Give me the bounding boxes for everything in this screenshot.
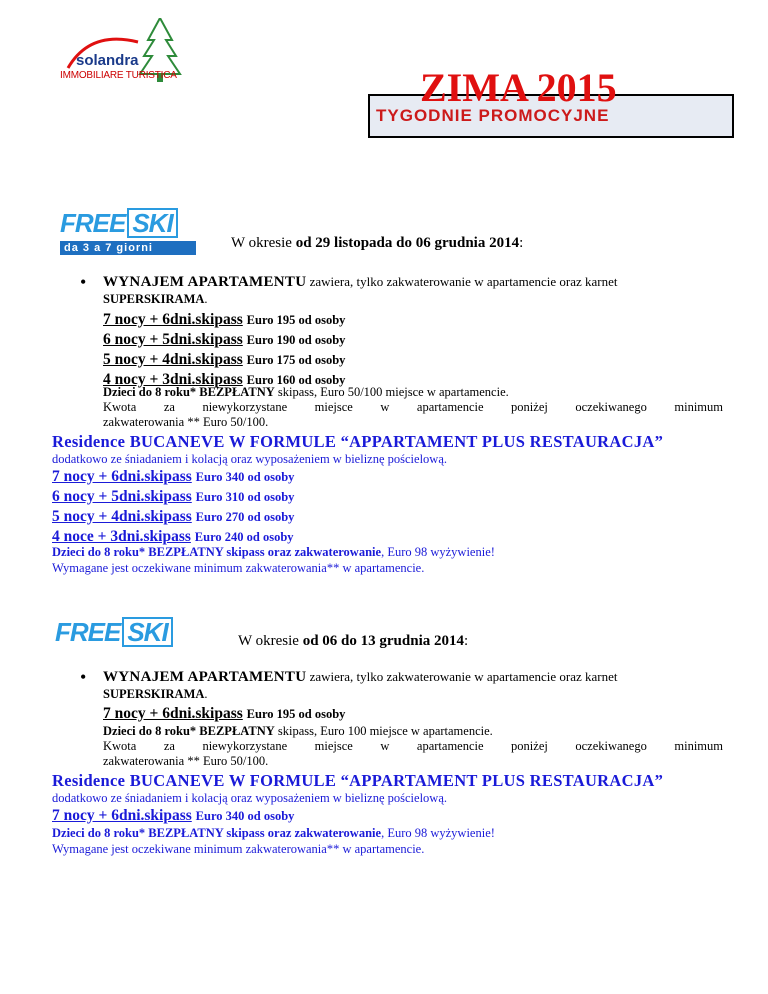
residence-title: Residence BUCANEVE W FORMULE “APPARTAMENT PLUS RESTAURACJA”	[52, 771, 664, 790]
kids-bold: Dzieci do 8 roku* BEZPŁATNY skipass oraz zakwaterowanie	[52, 545, 382, 559]
freeski-strip: da 3 a 7 giorni	[60, 241, 196, 255]
apart-note-2: zakwaterowania ** Euro 50/100.	[103, 754, 269, 768]
apart-kids	[103, 724, 493, 739]
freeski-ski: SKI	[127, 208, 177, 238]
price-value: Euro 195 od osoby	[246, 707, 346, 721]
residence-price-list	[52, 806, 294, 826]
period-dot: .	[204, 292, 208, 306]
kids-rest: skipass, Euro 50/100 miejsce w apartamencie.	[274, 385, 509, 399]
price-value: Euro 175 od osoby	[246, 353, 346, 367]
freeski-logo	[55, 617, 195, 647]
residence-desc: dodatkowo ze śniadaniem i kolacją oraz wyposażeniem w bieliznę pościelową.	[52, 791, 447, 805]
period-dates: od 29 listopada do 06 grudnia 2014	[295, 235, 520, 251]
apart-desc: zawiera, tylko zakwaterowanie w apartamencie oraz karnet	[306, 274, 618, 289]
price-label: 7 nocy + 6dni.skipass	[52, 807, 192, 824]
freeski-free: FREE	[60, 208, 126, 238]
logo-subtitle: IMMOBILIARE TURISTICA	[60, 70, 177, 81]
apart-desc: zawiera, tylko zakwaterowanie w apartamencie oraz karnet	[306, 669, 618, 684]
superskirama: SUPERSKIRAMA	[103, 292, 205, 306]
period-suffix: :	[464, 633, 469, 649]
period-suffix: :	[519, 235, 524, 251]
residence-kids	[52, 826, 495, 841]
price-row	[103, 704, 345, 724]
bullet-icon: •	[80, 272, 87, 292]
price-row	[52, 467, 294, 487]
price-label: 6 nocy + 5dni.skipass	[103, 331, 243, 348]
apart-title: WYNAJEM APARTAMENTU	[103, 274, 307, 290]
apart-heading	[103, 274, 617, 291]
residence-kids	[52, 545, 495, 560]
period-prefix: W okresie	[231, 235, 296, 251]
apart-note-1: Kwota za niewykorzystane miejsce w apartamencie poniżej oczekiwanego minimum	[103, 739, 723, 753]
residence-price-list	[52, 467, 294, 547]
freeski-logo	[60, 208, 196, 255]
kids-rest: , Euro 98 wyżywienie!	[381, 545, 495, 559]
freeski-ski: SKI	[122, 617, 172, 647]
price-label: 7 nocy + 6dni.skipass	[103, 705, 243, 722]
kids-bold: Dzieci do 8 roku* BEZPŁATNY skipass oraz zakwaterowanie	[52, 826, 382, 840]
price-label: 7 nocy + 6dni.skipass	[103, 311, 243, 328]
bullet-icon: •	[80, 667, 87, 687]
apart-price-list	[103, 704, 345, 724]
apart-kids	[103, 385, 509, 400]
price-row	[103, 350, 345, 370]
price-value: Euro 240 od osoby	[194, 530, 294, 544]
price-label: 5 nocy + 4dni.skipass	[52, 508, 192, 525]
kids-bold: Dzieci do 8 roku* BEZPŁATNY	[103, 724, 275, 738]
price-value: Euro 160 od osoby	[246, 373, 346, 387]
residence-note: Wymagane jest oczekiwane minimum zakwaterowania** w apartamencie.	[52, 842, 425, 856]
period-dot: .	[204, 687, 208, 701]
price-row	[103, 330, 345, 350]
price-label: 4 noce + 3dni.skipass	[52, 528, 191, 545]
price-row	[52, 527, 294, 547]
logo-brand: solandra	[76, 52, 139, 69]
apart-title: WYNAJEM APARTAMENTU	[103, 669, 307, 685]
price-row	[52, 507, 294, 527]
price-label: 4 nocy + 3dni.skipass	[103, 371, 243, 388]
price-value: Euro 270 od osoby	[195, 510, 295, 524]
price-row	[52, 487, 294, 507]
price-label: 7 nocy + 6dni.skipass	[52, 468, 192, 485]
apart-desc-2	[103, 687, 208, 702]
kids-rest: , Euro 98 wyżywienie!	[381, 826, 495, 840]
price-row	[103, 310, 345, 330]
period-2	[238, 633, 468, 650]
period-prefix: W okresie	[238, 633, 303, 649]
period-1	[231, 235, 523, 252]
residence-note: Wymagane jest oczekiwane minimum zakwaterowania** w apartamencie.	[52, 561, 425, 575]
superskirama: SUPERSKIRAMA	[103, 687, 205, 701]
page-subtitle: TYGODNIE PROMOCYJNE	[376, 106, 610, 125]
period-dates: od 06 do 13 grudnia 2014	[302, 633, 464, 649]
freeski-free: FREE	[55, 617, 121, 647]
apart-note-1: Kwota za niewykorzystane miejsce w apartamencie poniżej oczekiwanego minimum	[103, 400, 723, 414]
kids-bold: Dzieci do 8 roku* BEZPŁATNY	[103, 385, 275, 399]
apart-heading	[103, 669, 617, 686]
solandra-logo	[60, 18, 200, 90]
apart-note-2: zakwaterowania ** Euro 50/100.	[103, 415, 269, 429]
residence-title: Residence BUCANEVE W FORMULE “APPARTAMENT PLUS RESTAURACJA”	[52, 432, 664, 451]
price-label: 6 nocy + 5dni.skipass	[52, 488, 192, 505]
price-value: Euro 340 od osoby	[195, 809, 295, 823]
apart-desc-2	[103, 292, 208, 307]
apart-price-list	[103, 310, 345, 390]
price-value: Euro 310 od osoby	[195, 490, 295, 504]
kids-rest: skipass, Euro 100 miejsce w apartamencie.	[274, 724, 493, 738]
page-title: ZIMA 2015	[420, 65, 617, 110]
price-value: Euro 340 od osoby	[195, 470, 295, 484]
price-value: Euro 195 od osoby	[246, 313, 346, 327]
price-row	[52, 806, 294, 826]
price-label: 5 nocy + 4dni.skipass	[103, 351, 243, 368]
price-value: Euro 190 od osoby	[246, 333, 346, 347]
residence-desc: dodatkowo ze śniadaniem i kolacją oraz wyposażeniem w bieliznę pościelową.	[52, 452, 447, 466]
